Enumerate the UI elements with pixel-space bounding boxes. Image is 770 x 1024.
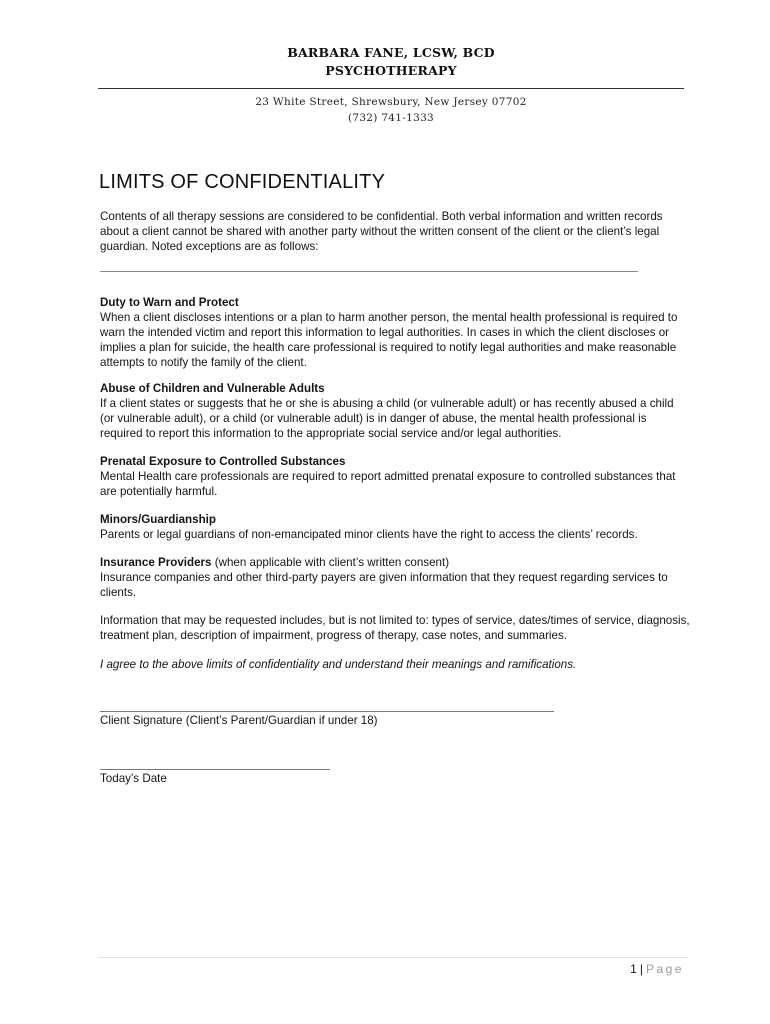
section-text: Parents or legal guardians of non-emancipated minor clients have the right to access the clients’ records. — [100, 528, 638, 541]
page-footer — [630, 962, 684, 976]
section-text: Mental Health care professionals are required to report admitted prenatal exposure to controlled substances that are potentially harmful. — [100, 470, 676, 498]
phone-number: (732) 741-1333 — [347, 112, 435, 124]
info-paragraph: Information that may be requested includes, but is not limited to: types of service, dates/times of service, diagnosis, treatment plan, description of impairment, progress of therapy, case notes, and summaries. — [100, 614, 690, 642]
section-heading: Insurance Providers — [100, 556, 212, 569]
practice-name: PSYCHOTHERAPY — [325, 63, 457, 78]
section-text: Insurance companies and other third-party payers are given information that they request regarding services to clients. — [100, 571, 668, 599]
section-heading: Duty to Warn and Protect — [100, 296, 239, 309]
address: 23 White Street, Shrewsbury, New Jersey 07702 — [255, 96, 527, 108]
letterhead — [98, 44, 684, 80]
section-heading-row — [100, 555, 690, 570]
section-insurance — [100, 555, 690, 600]
section-duty-to-warn — [100, 295, 690, 370]
page-number: 1 — [630, 962, 637, 976]
intro-paragraph: Contents of all therapy sessions are considered to be confidential. Both verbal information and written records about a client cannot be shared with another party without the written consent of the client or the client’s legal guardian. Noted exceptions are as follows: — [100, 210, 663, 253]
page-word: Page — [645, 962, 684, 976]
footer-divider — [98, 957, 688, 958]
section-text: When a client discloses intentions or a plan to harm another person, the mental health professional is required to warn the intended victim and report this information to legal authorities. In cases in which the client discloses or implies a plan for suicide, the health care professional is required to notify legal authorities and make reasonable attempts to notify the family of the client. — [100, 311, 678, 369]
separator-line — [100, 271, 638, 272]
agreement-statement: I agree to the above limits of confidentiality and understand their meanings and ramifications. — [100, 658, 577, 671]
letterhead-contact — [98, 94, 684, 126]
page-title: LIMITS OF CONFIDENTIALITY — [99, 171, 386, 193]
section-heading: Abuse of Children and Vulnerable Adults — [100, 382, 325, 395]
section-abuse — [100, 381, 690, 441]
section-heading: Minors/Guardianship — [100, 513, 216, 526]
letterhead-divider — [98, 88, 684, 89]
signature-line[interactable] — [100, 711, 554, 712]
signature-label: Client Signature (Client’s Parent/Guardian if under 18) — [100, 714, 378, 727]
practitioner-name: BARBARA FANE, LCSW, BCD — [287, 45, 495, 60]
section-heading-note: (when applicable with client’s written consent) — [211, 556, 450, 569]
section-text: If a client states or suggests that he or she is abusing a child (or vulnerable adult) or has recently abused a child (or vulnerable adult), or a child (or vulnerable adult) is in danger of abuse, the mental health professional is required to report this information to the appropriate social service and/or legal authorities. — [100, 397, 674, 440]
section-minors — [100, 512, 690, 542]
date-label: Today’s Date — [100, 772, 167, 785]
section-heading: Prenatal Exposure to Controlled Substances — [100, 455, 346, 468]
date-line[interactable] — [100, 769, 330, 770]
section-prenatal-exposure — [100, 454, 690, 499]
page-separator: | — [639, 962, 643, 976]
